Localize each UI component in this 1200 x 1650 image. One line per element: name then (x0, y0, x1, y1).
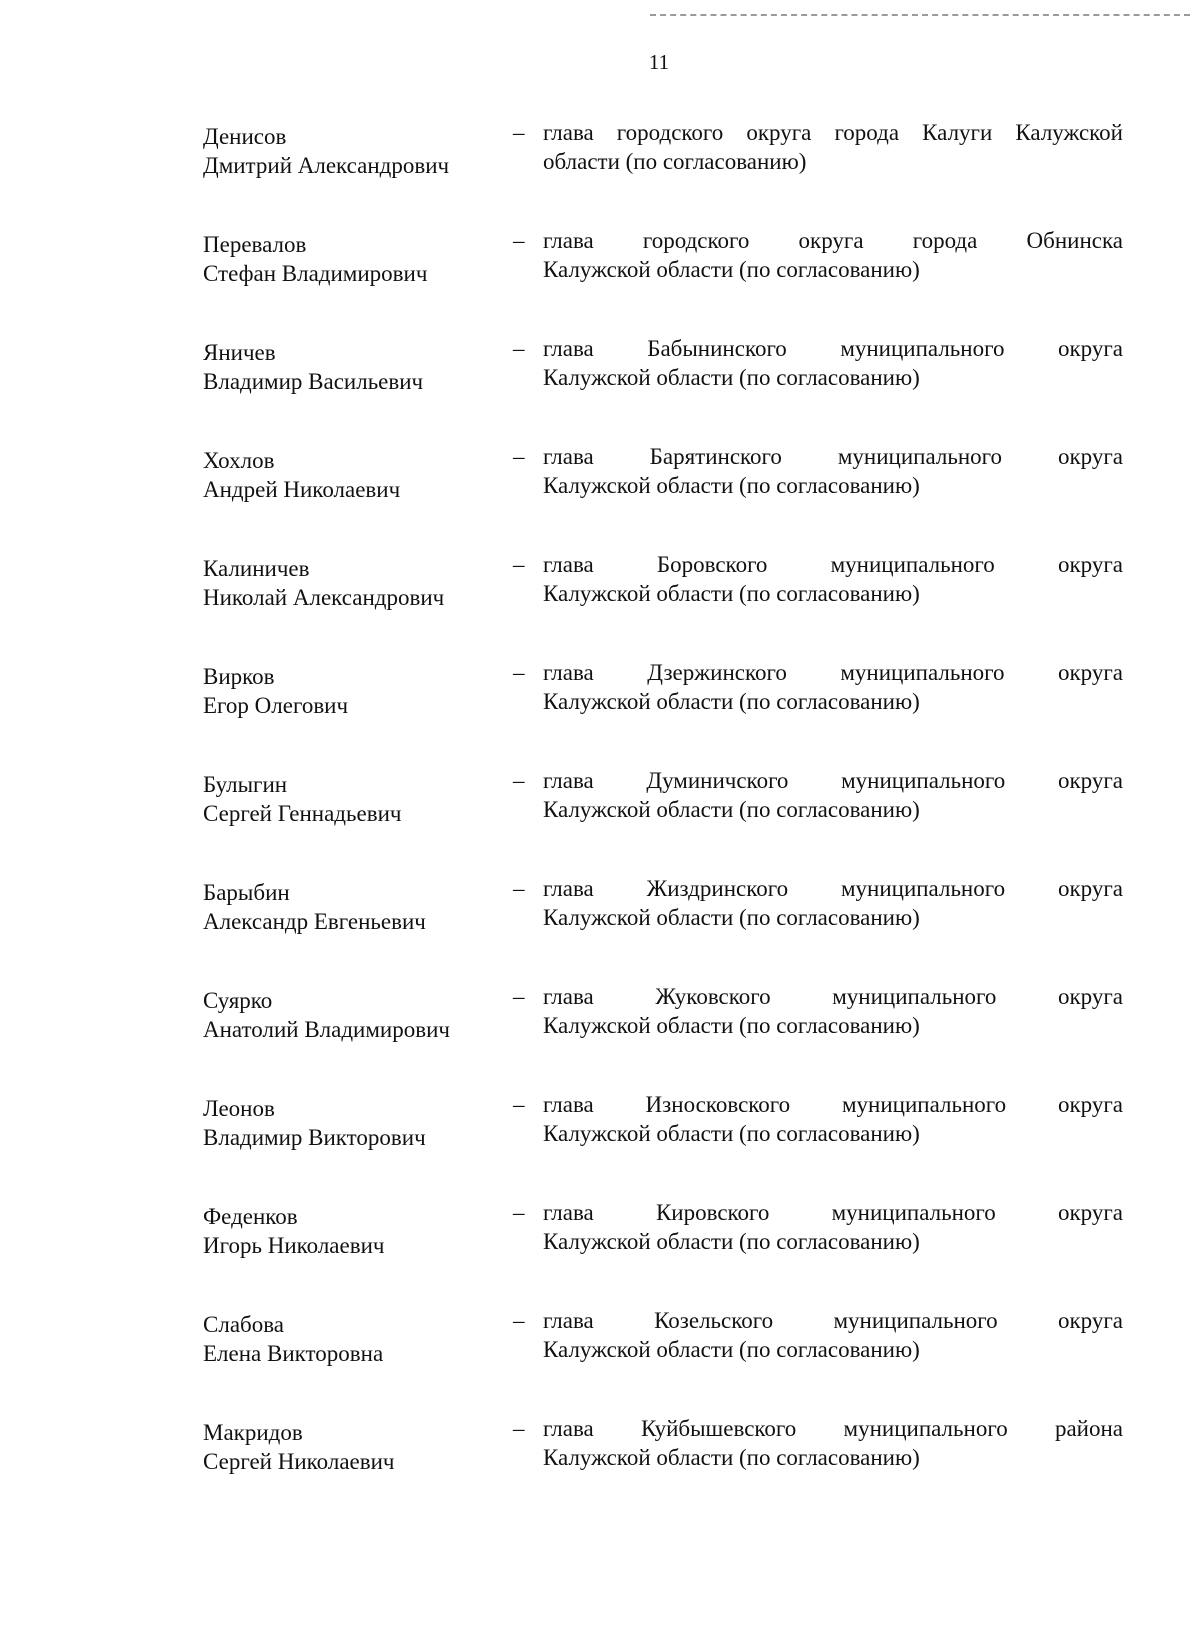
roster-entry (203, 658, 1123, 766)
roster-entry (203, 118, 1123, 226)
position-line-2: Калужской области (по согласованию) (543, 473, 920, 498)
position-line-2: Калужской области (по согласованию) (543, 689, 920, 714)
member-surname: Денисов (203, 124, 287, 149)
member-position (543, 1198, 1123, 1256)
member-name (203, 1094, 503, 1152)
position-line-2: Калужской области (по согласованию) (543, 1445, 920, 1470)
dash-separator: – (513, 876, 525, 901)
member-surname: Макридов (203, 1420, 303, 1445)
member-name (203, 662, 503, 720)
dash-separator: – (513, 984, 525, 1009)
dash-separator: – (513, 1308, 525, 1333)
member-position (543, 334, 1123, 392)
member-surname: Барыбин (203, 880, 290, 905)
member-position (543, 874, 1123, 932)
member-position (543, 1306, 1123, 1364)
roster-entry (203, 766, 1123, 874)
member-position (543, 1414, 1123, 1472)
member-given-names: Егор Олегович (203, 693, 349, 718)
position-line-1: глава городского округа города Обнинска (543, 228, 1123, 253)
position-line-1: глава Куйбышевского муниципального района (543, 1416, 1123, 1441)
roster-entry (203, 874, 1123, 982)
member-position (543, 766, 1123, 824)
member-name (203, 1310, 503, 1368)
member-surname: Яничев (203, 340, 276, 365)
position-line-1: глава Думиничского муниципального округа (543, 768, 1123, 793)
roster-entry (203, 550, 1123, 658)
member-surname: Леонов (203, 1096, 275, 1121)
member-name (203, 986, 503, 1044)
roster-entry (203, 1306, 1123, 1414)
member-position (543, 982, 1123, 1040)
member-position (543, 550, 1123, 608)
position-line-1: глава Барятинского муниципального округа (543, 444, 1123, 469)
member-given-names: Сергей Геннадьевич (203, 801, 402, 826)
member-surname: Хохлов (203, 448, 275, 473)
position-line-1: глава Износковского муниципального округа (543, 1092, 1123, 1117)
member-name (203, 554, 503, 612)
position-line-1: глава Кировского муниципального округа (543, 1200, 1123, 1225)
roster-entry (203, 982, 1123, 1090)
member-surname: Феденков (203, 1204, 298, 1229)
roster-entry (203, 1198, 1123, 1306)
roster-entry (203, 1414, 1123, 1522)
member-given-names: Игорь Николаевич (203, 1233, 385, 1258)
member-given-names: Елена Викторовна (203, 1341, 384, 1366)
member-surname: Слабова (203, 1312, 284, 1337)
dash-separator: – (513, 1092, 525, 1117)
member-given-names: Дмитрий Александрович (203, 153, 450, 178)
member-name (203, 1202, 503, 1260)
member-surname: Перевалов (203, 232, 307, 257)
position-line-1: глава Боровского муниципального округа (543, 552, 1123, 577)
dash-separator: – (513, 228, 525, 253)
dash-separator: – (513, 552, 525, 577)
member-position (543, 442, 1123, 500)
position-line-2: Калужской области (по согласованию) (543, 1121, 920, 1146)
member-position (543, 658, 1123, 716)
member-name (203, 446, 503, 504)
member-position (543, 226, 1123, 284)
position-line-2: Калужской области (по согласованию) (543, 905, 920, 930)
member-given-names: Владимир Васильевич (203, 369, 424, 394)
member-surname: Булыгин (203, 772, 288, 797)
position-line-2: Калужской области (по согласованию) (543, 1013, 920, 1038)
position-line-2: Калужской области (по согласованию) (543, 1229, 920, 1254)
dash-separator: – (513, 120, 525, 145)
member-position (543, 118, 1123, 176)
position-line-1: глава Жуковского муниципального округа (543, 984, 1123, 1009)
member-given-names: Сергей Николаевич (203, 1449, 395, 1474)
roster-entry (203, 334, 1123, 442)
member-name (203, 122, 503, 180)
dash-separator: – (513, 1416, 525, 1441)
member-given-names: Владимир Викторович (203, 1125, 426, 1150)
member-name (203, 338, 503, 396)
position-line-2: Калужской области (по согласованию) (543, 581, 920, 606)
dash-separator: – (513, 444, 525, 469)
roster-entry (203, 442, 1123, 550)
dash-separator: – (513, 660, 525, 685)
position-line-1: глава городского округа города Калуги Калужской (543, 120, 1123, 145)
dash-separator: – (513, 336, 525, 361)
member-surname: Вирков (203, 664, 275, 689)
member-given-names: Андрей Николаевич (203, 477, 401, 502)
dash-separator: – (513, 1200, 525, 1225)
position-line-2: Калужской области (по согласованию) (543, 1337, 920, 1362)
page-number: 11 (648, 50, 670, 74)
scan-edge-mark (650, 14, 1190, 16)
roster-entry (203, 1090, 1123, 1198)
member-name (203, 878, 503, 936)
member-given-names: Анатолий Владимирович (203, 1017, 450, 1042)
position-line-2: Калужской области (по согласованию) (543, 797, 920, 822)
member-position (543, 1090, 1123, 1148)
member-roster (203, 118, 1123, 1522)
position-line-2: области (по согласованию) (543, 149, 807, 174)
member-surname: Калиничев (203, 556, 310, 581)
member-name (203, 230, 503, 288)
member-name (203, 1418, 503, 1476)
member-surname: Суярко (203, 988, 273, 1013)
position-line-1: глава Дзержинского муниципального округа (543, 660, 1123, 685)
dash-separator: – (513, 768, 525, 793)
position-line-2: Калужской области (по согласованию) (543, 257, 920, 282)
member-given-names: Стефан Владимирович (203, 261, 428, 286)
roster-entry (203, 226, 1123, 334)
position-line-1: глава Бабынинского муниципального округа (543, 336, 1123, 361)
position-line-2: Калужской области (по согласованию) (543, 365, 920, 390)
member-given-names: Александр Евгеньевич (203, 909, 426, 934)
member-given-names: Николай Александрович (203, 585, 445, 610)
position-line-1: глава Жиздринского муниципального округа (543, 876, 1123, 901)
position-line-1: глава Козельского муниципального округа (543, 1308, 1123, 1333)
member-name (203, 770, 503, 828)
